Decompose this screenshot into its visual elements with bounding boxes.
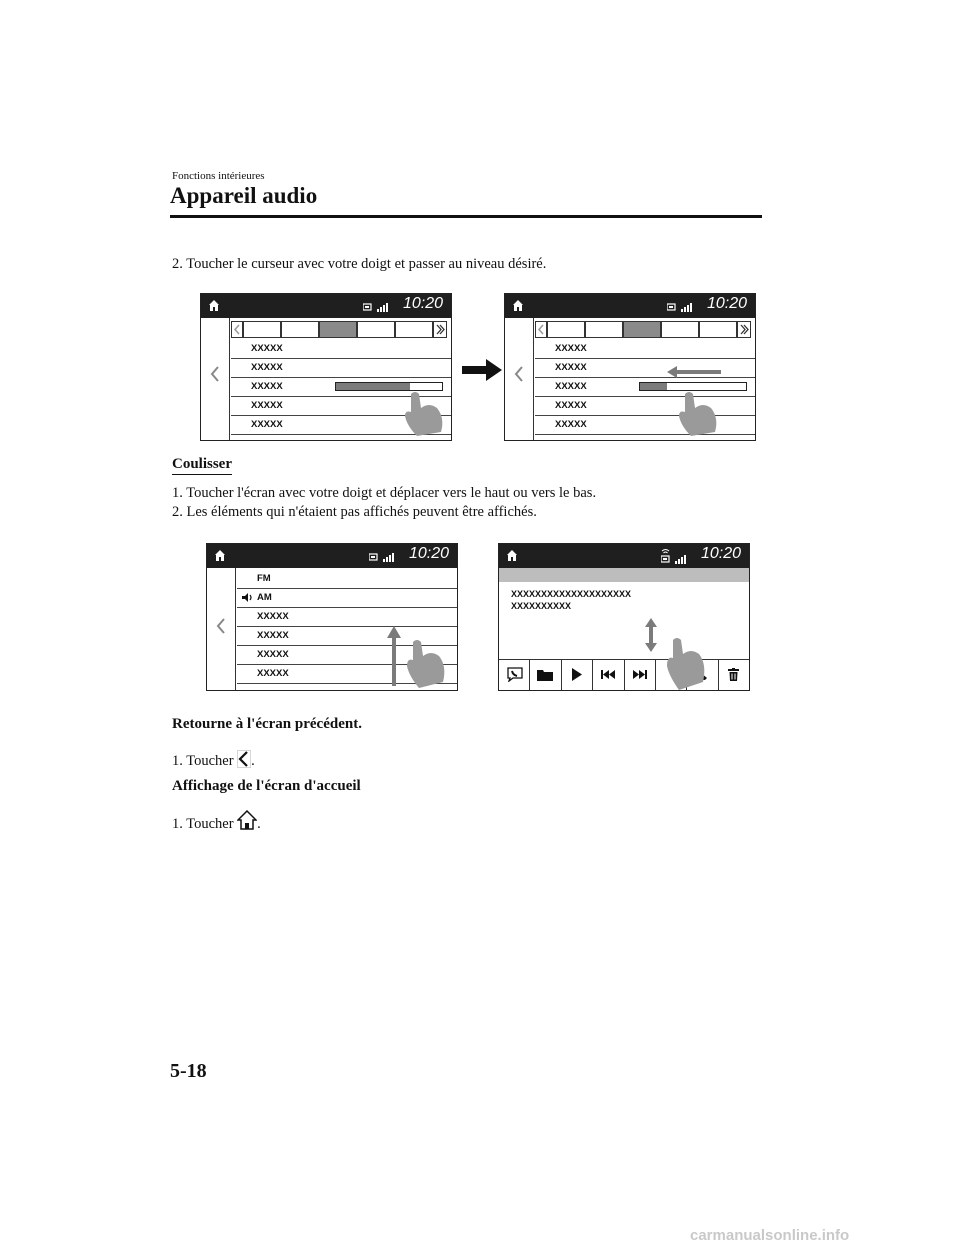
back-step-prefix: 1. Toucher	[172, 753, 234, 769]
home-icon	[237, 810, 257, 830]
skip-forward-icon	[633, 670, 647, 679]
tab[interactable]	[699, 321, 737, 338]
list-item[interactable]: XXXXX	[535, 339, 755, 359]
status-bar	[505, 294, 755, 318]
finger-icon	[401, 390, 445, 436]
footer-watermark: carmanualsonline.info	[690, 1227, 850, 1244]
back-step	[172, 750, 255, 770]
coulisser-step-1: 1. Toucher l'écran avec votre doigt et déplacer vers le haut ou vers le bas.	[172, 485, 597, 501]
screen-slider-after	[504, 293, 756, 441]
arrow-right-icon	[462, 358, 502, 382]
list-item[interactable]: XXXXX	[237, 626, 457, 646]
reply-button[interactable]	[499, 660, 530, 690]
slider-fill	[640, 383, 667, 390]
tab[interactable]	[661, 321, 699, 338]
clock: 10:20	[408, 545, 449, 562]
home-icon[interactable]	[506, 549, 518, 562]
list-item[interactable]: XXXXX	[535, 358, 755, 378]
tab-strip	[229, 321, 451, 338]
signal-icon	[363, 302, 399, 312]
tab-scroll-left[interactable]	[535, 321, 547, 338]
list-item[interactable]: XXXXX	[231, 415, 451, 435]
finger-icon	[403, 638, 447, 688]
status-bar	[207, 544, 457, 568]
page-number: 5-18	[170, 1060, 207, 1082]
clock: 10:20	[706, 295, 747, 312]
status-bar	[499, 544, 749, 568]
back-panel[interactable]	[505, 318, 534, 440]
home-icon[interactable]	[214, 549, 226, 562]
finger-icon	[663, 636, 707, 690]
list-item[interactable]: XXXXX	[237, 607, 457, 627]
message-call-icon	[507, 667, 523, 682]
tab[interactable]	[547, 321, 585, 338]
message-line-2: XXXXXXXXXX	[511, 601, 572, 611]
list-item[interactable]: XXXXX	[535, 396, 755, 416]
finger-icon	[675, 390, 719, 436]
tab-scroll-left[interactable]	[231, 321, 243, 338]
list-item[interactable]: XXXXX	[237, 664, 457, 684]
folder-button[interactable]	[530, 660, 561, 690]
screen-message	[498, 543, 750, 691]
chevron-left-icon[interactable]	[216, 618, 226, 634]
tab-active[interactable]	[623, 321, 661, 338]
back-panel[interactable]	[207, 568, 236, 690]
play-icon	[572, 668, 582, 681]
status-bar	[201, 294, 451, 318]
back-step-suffix: .	[251, 753, 255, 769]
section-title: Fonctions intérieures	[172, 170, 265, 182]
chevron-left-icon[interactable]	[210, 366, 220, 382]
list-item-am[interactable]	[237, 588, 457, 608]
folder-icon	[537, 669, 553, 681]
tab-active[interactable]	[319, 321, 357, 338]
slider-fill	[336, 383, 410, 390]
screen-radio-list	[206, 543, 458, 691]
list-item[interactable]: XXXXX	[231, 358, 451, 378]
coulisser-step-2: 2. Les éléments qui n'étaient pas affichés peuvent être affichés.	[172, 504, 537, 520]
home-step-prefix: 1. Toucher	[172, 816, 234, 832]
home-icon[interactable]	[512, 299, 524, 312]
tab[interactable]	[585, 321, 623, 338]
chevron-left-icon[interactable]	[514, 366, 524, 382]
tab[interactable]	[281, 321, 319, 338]
step-drag-slider: 2. Toucher le curseur avec votre doigt et passer au niveau désiré.	[172, 256, 547, 272]
message-header-bar	[499, 568, 749, 582]
next-button[interactable]	[625, 660, 656, 690]
bluetooth-signal-icon	[661, 548, 697, 564]
clock: 10:20	[700, 545, 741, 562]
skip-back-icon	[601, 670, 615, 679]
list-item[interactable]: XXXXX	[231, 339, 451, 359]
tab-scroll-right[interactable]	[737, 321, 751, 338]
list-item-label: AM	[257, 592, 272, 603]
home-icon[interactable]	[208, 299, 220, 312]
message-toolbar	[499, 659, 749, 690]
play-button[interactable]	[562, 660, 593, 690]
home-step	[172, 810, 261, 833]
tab[interactable]	[357, 321, 395, 338]
back-panel[interactable]	[201, 318, 230, 440]
screen-slider-before	[200, 293, 452, 441]
delete-button[interactable]	[719, 660, 749, 690]
previous-button[interactable]	[593, 660, 624, 690]
tab-scroll-right[interactable]	[433, 321, 447, 338]
message-line-1: XXXXXXXXXXXXXXXXXXXX	[511, 589, 632, 599]
clock: 10:20	[402, 295, 443, 312]
list-item-fm[interactable]: FM	[237, 569, 457, 589]
tab[interactable]	[395, 321, 433, 338]
coulisser-title: Coulisser	[172, 456, 232, 475]
signal-icon	[667, 302, 703, 312]
tab[interactable]	[243, 321, 281, 338]
arrow-left-icon	[667, 366, 721, 378]
trash-icon	[728, 668, 739, 681]
list-item[interactable]: XXXXX	[535, 377, 755, 397]
header-rule	[170, 215, 762, 218]
back-chevron-icon	[237, 750, 251, 768]
speaker-icon	[241, 592, 253, 603]
chapter-title: Appareil audio	[170, 183, 318, 208]
home-title: Affichage de l'écran d'accueil	[172, 778, 361, 794]
tab-strip	[533, 321, 755, 338]
list-item[interactable]: XXXXX	[237, 645, 457, 665]
home-step-suffix: .	[257, 816, 261, 832]
arrow-up-icon	[387, 626, 401, 686]
list-item[interactable]: XXXXX	[231, 396, 451, 416]
list-item[interactable]: XXXXX	[535, 415, 755, 435]
signal-icon	[369, 552, 405, 562]
arrow-up-down-icon	[645, 618, 657, 652]
back-title: Retourne à l'écran précédent.	[172, 716, 362, 732]
list-item[interactable]: XXXXX	[231, 377, 451, 397]
